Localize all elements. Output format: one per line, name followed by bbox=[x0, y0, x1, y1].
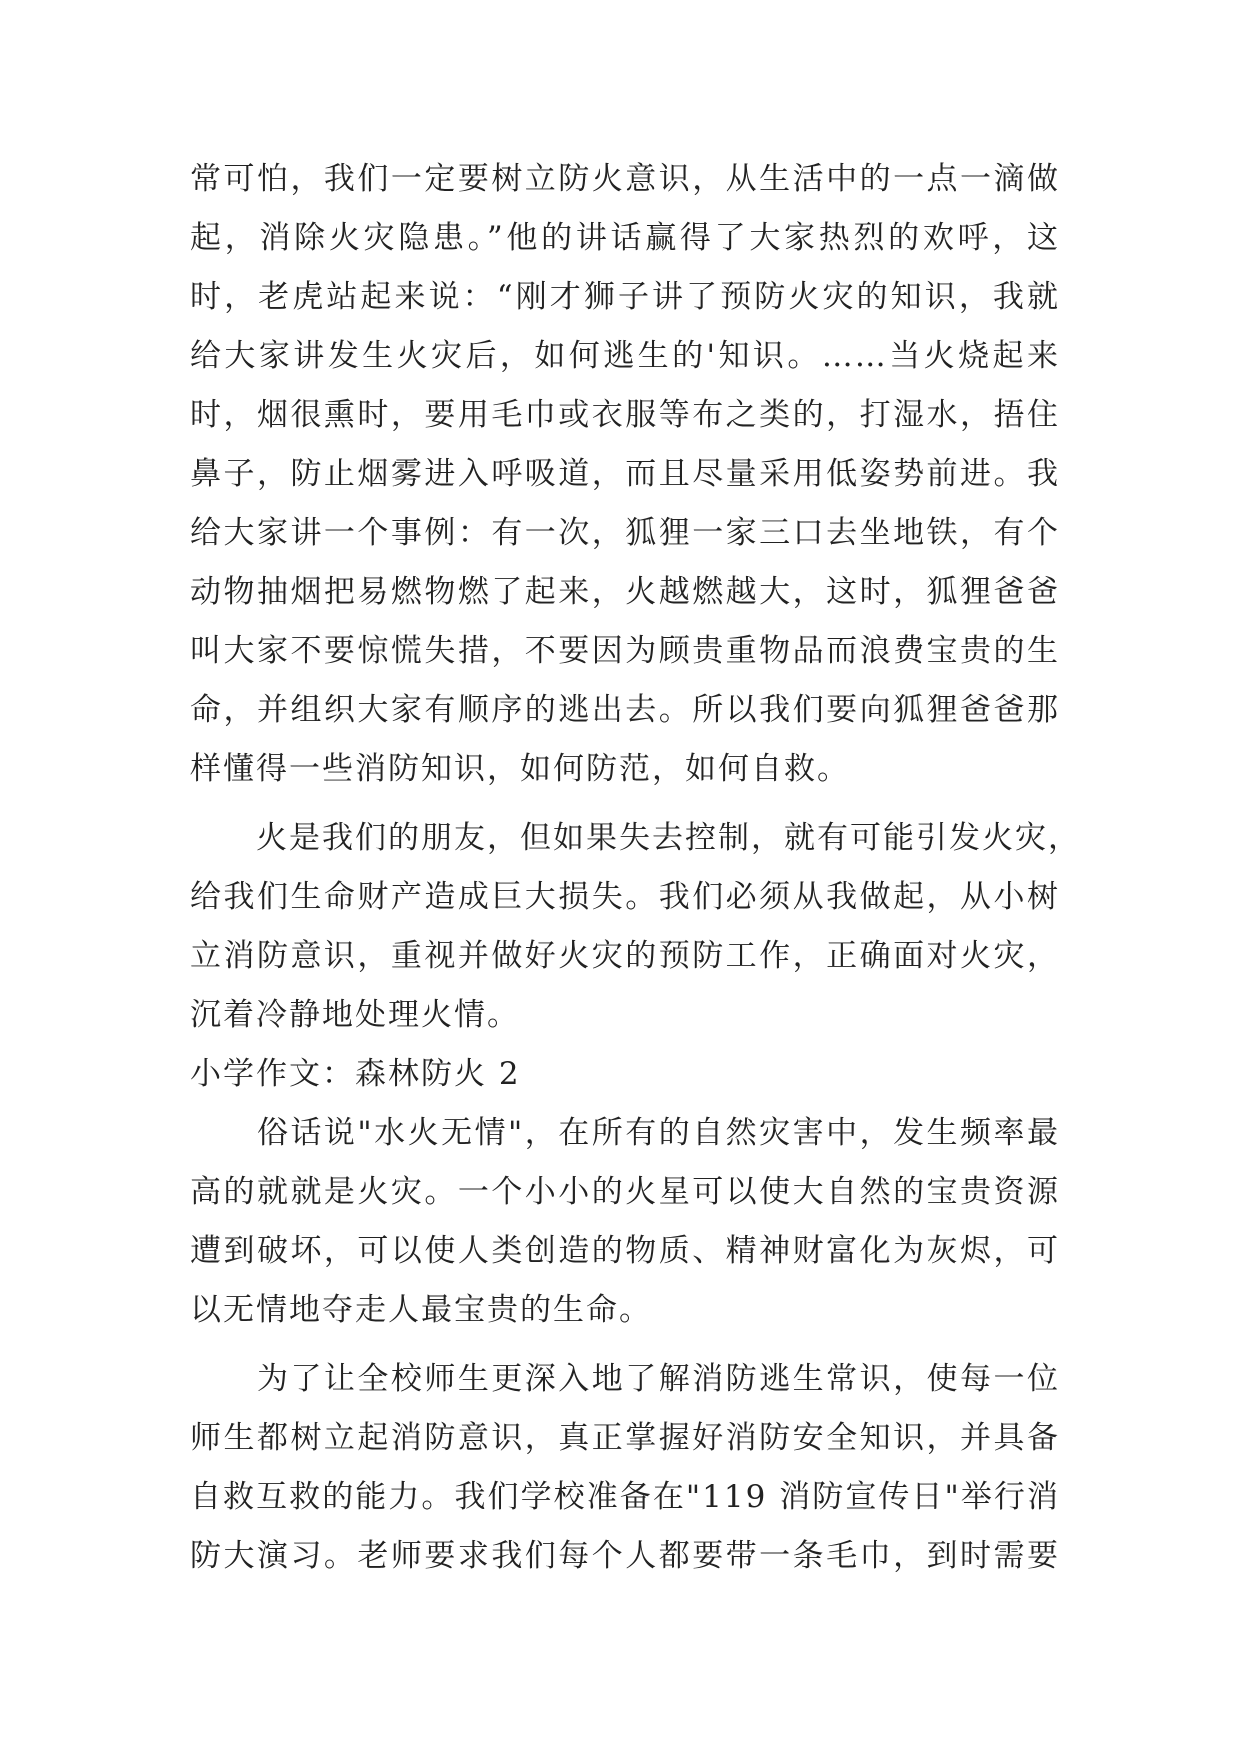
text-line: 火是我们的朋友，但如果失去控制，就有可能引发火灾， bbox=[190, 820, 1081, 856]
text-line: 起，消除火灾隐患。”他的讲话赢得了大家热烈的欢呼，这 bbox=[190, 220, 1060, 256]
text-line: 鼻子，防止烟雾进入呼吸道，而且尽量采用低姿势前进。我 bbox=[190, 456, 1060, 492]
paragraph-1 bbox=[190, 150, 1060, 799]
text-line: 命，并组织大家有顺序的逃出去。所以我们要向狐狸爸爸那 bbox=[190, 692, 1060, 728]
paragraph-gap bbox=[190, 1340, 1060, 1350]
text-line: 防大演习。老师要求我们每个人都要带一条毛巾，到时需要 bbox=[190, 1538, 1060, 1574]
text-line: 高的就就是火灾。一个小小的火星可以使大自然的宝贵资源 bbox=[190, 1174, 1060, 1210]
text-line: 动物抽烟把易燃物燃了起来，火越燃越大，这时，狐狸爸爸 bbox=[190, 574, 1060, 610]
text-line: 自救互救的能力。我们学校准备在"119 消防宣传日"举行消 bbox=[190, 1479, 1060, 1515]
text-line: 叫大家不要惊慌失措，不要因为顾贵重物品而浪费宝贵的生 bbox=[190, 633, 1060, 669]
section-heading: 小学作文：森林防火 2 bbox=[190, 1056, 521, 1092]
text-line: 遭到破坏，可以使人类创造的物质、精神财富化为灰烬，可 bbox=[190, 1233, 1060, 1269]
paragraph-gap bbox=[190, 799, 1060, 809]
text-line: 时，老虎站起来说：“刚才狮子讲了预防火灾的知识，我就 bbox=[190, 279, 1060, 315]
text-line: 样懂得一些消防知识，如何防范，如何自救。 bbox=[190, 751, 850, 787]
text-line: 时，烟很熏时，要用毛巾或衣服等布之类的，打湿水，捂住 bbox=[190, 397, 1060, 433]
text-line: 沉着冷静地处理火情。 bbox=[190, 997, 520, 1033]
text-line: 给大家讲发生火灾后，如何逃生的'知识。……当火烧起来 bbox=[190, 338, 1060, 374]
text-line: 常可怕，我们一定要树立防火意识，从生活中的一点一滴做 bbox=[190, 161, 1060, 197]
text-line: 俗话说"水火无情"，在所有的自然灾害中，发生频率最 bbox=[190, 1115, 1060, 1151]
text-line: 为了让全校师生更深入地了解消防逃生常识，使每一位 bbox=[190, 1361, 1060, 1397]
text-line: 立消防意识，重视并做好火灾的预防工作，正确面对火灾， bbox=[190, 938, 1060, 974]
paragraph-2 bbox=[190, 809, 1081, 1045]
text-line: 给大家讲一个事例：有一次，狐狸一家三口去坐地铁，有个 bbox=[190, 515, 1060, 551]
document-body bbox=[190, 150, 1081, 1586]
paragraph-3 bbox=[190, 1104, 1060, 1340]
text-line: 给我们生命财产造成巨大损失。我们必须从我做起，从小树 bbox=[190, 879, 1060, 915]
text-line: 以无情地夺走人最宝贵的生命。 bbox=[190, 1292, 652, 1328]
paragraph-4 bbox=[190, 1350, 1060, 1586]
text-line: 师生都树立起消防意识，真正掌握好消防安全知识，并具备 bbox=[190, 1420, 1060, 1456]
